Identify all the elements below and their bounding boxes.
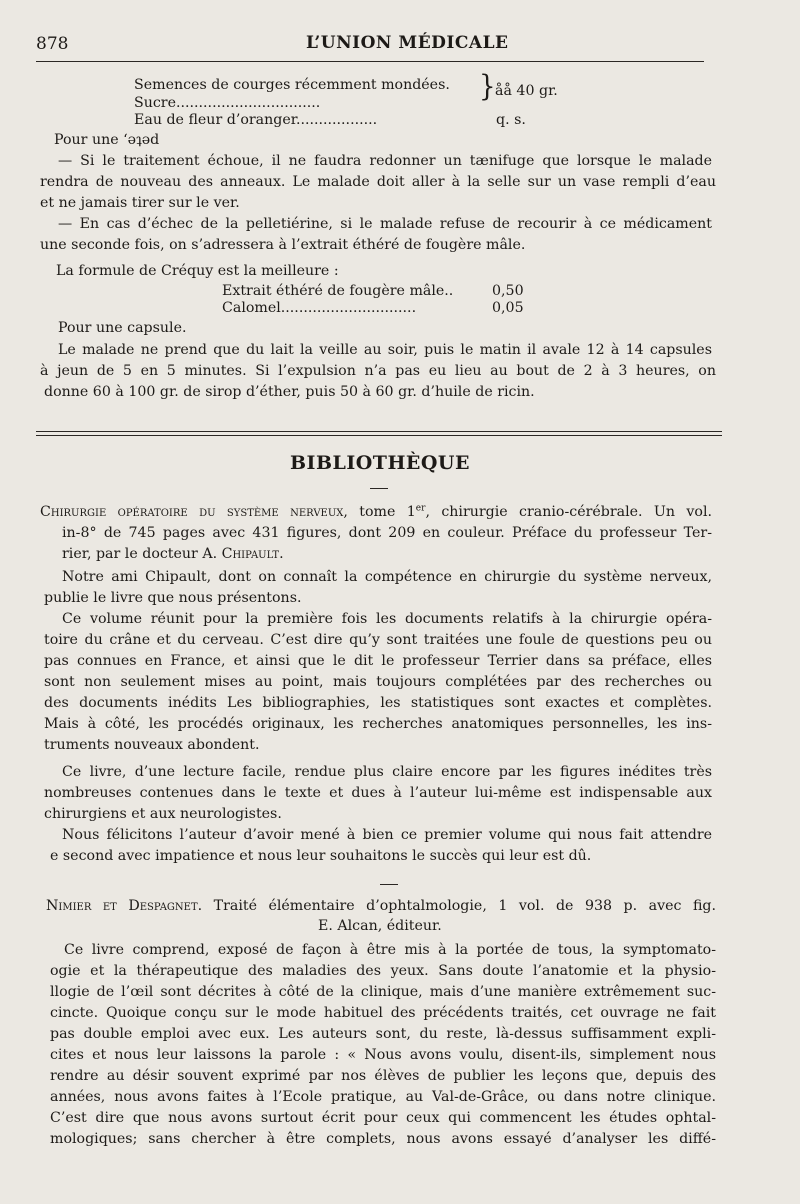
paragraph-line: Ce volume réunit pour la première fois les documents relatifs à la chirurgie opéra- [62,611,712,627]
section-rule [36,435,722,436]
paragraph-line: nombreuses contenues dans le texte et dues à l’auteur lui-même est indispensable aux [44,785,712,801]
paragraph-line: Le malade ne prend que du lait la veille au soir, puis le matin il avale 12 à 14 capsules [58,342,712,358]
ingredient-line: Extrait éthéré de fougère mâle.. [222,283,454,299]
paragraph-line: rendra de nouveau des anneaux. Le malade doit aller à la selle sur un vase rempli d’eau [40,174,716,190]
short-rule [380,884,398,885]
journal-title: L’UNION MÉDICALE [306,33,509,53]
paragraph-line: chirurgiens et aux neurologistes. [44,806,282,822]
paragraph-line: pas connues en France, et ainsi que le dit le professeur Terrier dans sa préface, elles [44,653,712,669]
ingredient-dose: q. s. [496,112,526,128]
page-number: 878 [36,34,69,54]
paragraph-line: e second avec impatience et nous leur souhaitons le succès qui leur est dû. [50,848,592,864]
brace: } [479,70,496,104]
review-heading: Nimier et Despagnet. Traité élémentaire d’ophtalmologie, 1 vol. de 938 p. avec fig. [46,898,716,914]
paragraph-line: — En cas d’échec de la pelletiérine, si le malade refuse de recourir à ce médicament [58,216,712,232]
section-rule [36,431,722,432]
paragraph-line: Nous félicitons l’auteur d’avoir mené à bien ce premier volume qui nous fait attendre [62,827,712,843]
paragraph-line: Mais à côté, les procédés originaux, les recherches anatomiques personnelles, les ins- [44,716,712,732]
paragraph-line: Ce livre, d’une lecture facile, rendue plus claire encore par les figures inédites très [62,764,712,780]
ingredient-dose: åå 40 gr. [495,83,558,99]
header-rule [36,61,704,62]
paragraph-line: donne 60 à 100 gr. de sirop d’éther, puis 50 à 60 gr. d’huile de ricin. [44,384,535,400]
paragraph-line: une seconde fois, on s’adressera à l’extrait éthéré de fougère mâle. [40,237,526,253]
paragraph-line: années, nous avons faites à l’Ecole pratique, au Val-de-Grâce, ou dans notre clinique. [50,1089,716,1105]
paragraph-line: cincte. Quoique conçu sur le mode habituel des précédents traités, cet ouvrage ne fait [50,1005,716,1021]
paragraph-line: C’est dire que nous avons surtout écrit pour ceux qui commencent les études ophtal- [50,1110,716,1126]
ingredient-line: Eau de fleur d’oranger.................. [134,112,378,128]
paragraph-line: ogie et la thérapeutique des maladies des yeux. Sans doute l’anatomie et la physio- [50,963,716,979]
publisher-line: E. Alcan, éditeur. [318,918,442,934]
ingredient-line: Calomel.............................. [222,300,417,316]
paragraph-line: pas double emploi avec eux. Les auteurs sont, du reste, là-dessus suffisamment expli- [50,1026,716,1042]
paragraph-line: et ne jamais tirer sur le ver. [40,195,240,211]
ingredient-line: Semences de courges récemment mondées. [134,77,450,93]
prescription-note: Pour une capsule. [58,320,187,336]
paragraph-line: rendre au désir souvent exprimé par nos élèves de publier les leçons que, depuis des [50,1068,716,1084]
paragraph-line: cites et nous leur laissons la parole : « Nous avons voulu, disent-ils, simplement nous [50,1047,716,1063]
ingredient-dose: 0,50 [492,283,524,299]
paragraph-line: Notre ami Chipault, dont on connaît la compétence en chirurgie du système nerveux, [62,569,712,585]
paragraph-line: publie le livre que nous présentons. [44,590,302,606]
review-heading: in-8° de 745 pages avec 431 figures, dont 209 en couleur. Préface du professeur Ter- [62,525,712,541]
section-title: BIBLIOTHÈQUE [290,452,470,474]
review-heading: rier, par le docteur A. Chipault. [62,546,284,562]
paragraph-line: sont non seulement mises au point, mais toujours complétées par des recherches ou [44,674,712,690]
formula-intro: La formule de Créquy est la meilleure : [56,263,339,279]
short-rule [370,488,388,489]
running-header [36,34,708,56]
paragraph-line: toire du crâne et du cerveau. C’est dire qu’y sont traitées une foule de questions peu ou [44,632,712,648]
paragraph-line: des documents inédits Les bibliographies, les statistiques sont exactes et complètes. [44,695,712,711]
review-heading: Chirurgie opératoire du système nerveux, tome 1er, chirurgie cranio-cérébrale. Un vol. [40,503,712,520]
ingredient-line: Sucre................................ [134,95,321,111]
ingredient-dose: 0,05 [492,300,524,316]
paragraph-line: Ce livre comprend, exposé de façon à être mis à la portée de tous, la symptomato- [64,942,716,958]
paragraph-line: à jeun de 5 en 5 minutes. Si l’expulsion n’a pas eu lieu au bout de 2 à 3 heures, on [40,363,716,379]
paragraph-line: mologiques; sans chercher à être complets, nous avons essayé d’analyser les diffé- [50,1131,716,1147]
paragraph-line: — Si le traitement échoue, il ne faudra redonner un tænifuge que lorsque le malade [58,153,712,169]
prescription-note: Pour une ‘ǝʇǝd [54,132,160,148]
paragraph-line: truments nouveaux abondent. [44,737,260,753]
paragraph-line: llogie de l’œil sont décrites à côté de la clinique, mais d’une manière extrêmement suc- [50,984,716,1000]
